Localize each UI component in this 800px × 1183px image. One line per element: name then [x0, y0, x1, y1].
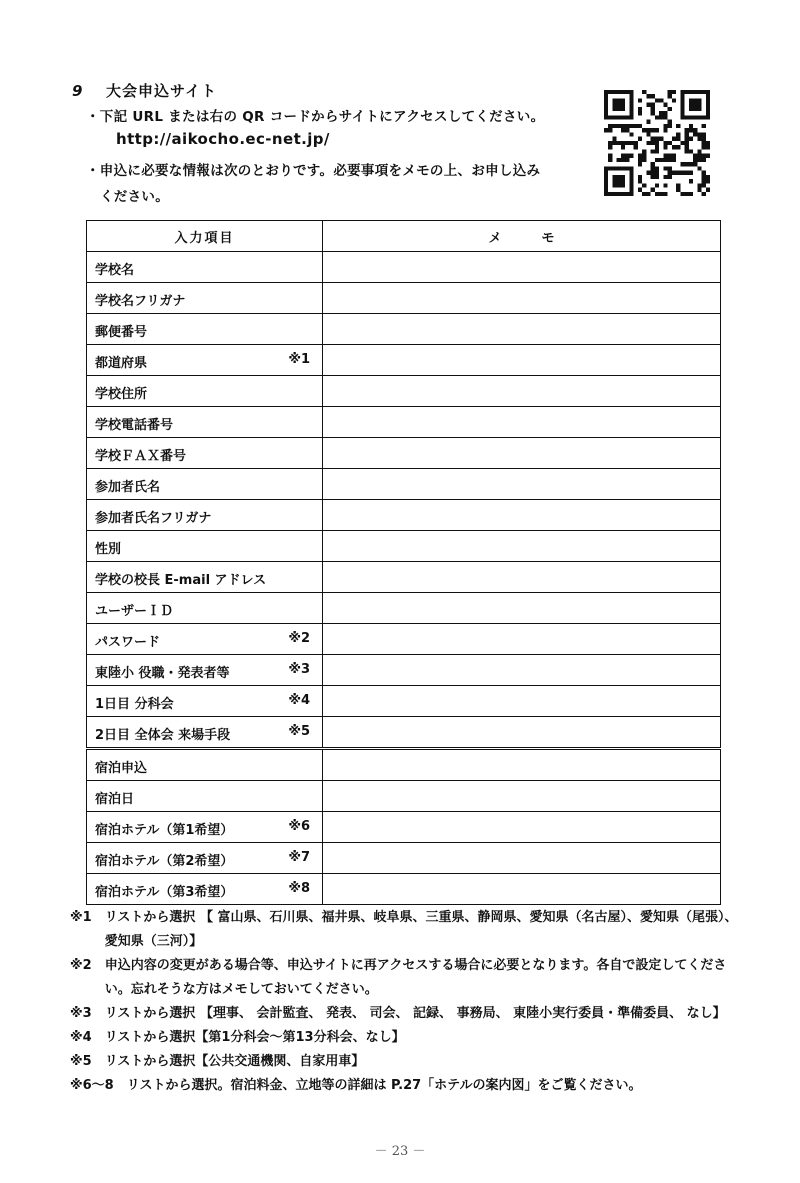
footnote-text: 申込内容の変更がある場合等、申込サイトに再アクセスする場合に必要となります。各自で設定してください。忘れそうな方はメモしておいてください。 [104, 958, 727, 997]
row-note-mark: ※8 [288, 881, 310, 896]
row-label: 学校の校長 E-mail アドレス [95, 573, 267, 588]
row-label-cell [87, 531, 323, 562]
table-row [87, 717, 721, 749]
row-label: 性別 [95, 542, 122, 557]
row-label: 東陸小 役職・発表者等 [95, 666, 230, 681]
row-note-mark: ※3 [288, 662, 310, 677]
footnote-item [70, 954, 740, 1002]
footnote-item [70, 1074, 740, 1098]
bullet-info-cont: ください。 [100, 189, 169, 205]
row-label-cell [87, 593, 323, 624]
row-label: 参加者氏名フリガナ [95, 511, 212, 526]
row-label-cell [87, 717, 323, 749]
memo-cell[interactable] [323, 376, 721, 407]
header-memo: メモ [323, 221, 721, 252]
application-info-table [86, 220, 721, 905]
footnote-item [70, 1050, 740, 1074]
row-label-cell [87, 438, 323, 469]
table-row [87, 843, 721, 874]
memo-cell[interactable] [323, 345, 721, 376]
memo-cell[interactable] [323, 500, 721, 531]
memo-cell[interactable] [323, 438, 721, 469]
row-label: 宿泊ホテル（第3希望） [95, 885, 234, 900]
footnote-item [70, 1002, 740, 1026]
memo-cell[interactable] [323, 749, 721, 781]
row-label-cell [87, 874, 323, 905]
footnote-mark: ※5 [70, 1054, 105, 1069]
row-label: 1日目 分科会 [95, 697, 174, 712]
row-note-mark: ※7 [288, 850, 310, 865]
row-label-cell [87, 407, 323, 438]
table-row [87, 686, 721, 717]
row-label: 宿泊申込 [95, 761, 148, 776]
row-label-cell [87, 562, 323, 593]
row-label-cell [87, 843, 323, 874]
row-label-cell [87, 469, 323, 500]
memo-cell[interactable] [323, 407, 721, 438]
section-title: 大会申込サイト [106, 82, 217, 100]
row-label-cell [87, 749, 323, 781]
table-row [87, 376, 721, 407]
section-number: 9 [72, 82, 84, 100]
table-row [87, 438, 721, 469]
row-label-cell [87, 686, 323, 717]
row-label-cell [87, 283, 323, 314]
table-row [87, 593, 721, 624]
site-url-link[interactable]: http://aikocho.ec-net.jp/ [116, 130, 330, 148]
row-label: 都道府県 [95, 356, 148, 371]
table-row [87, 283, 721, 314]
table-row [87, 562, 721, 593]
bullet-access: ・下記 URL または右の QR コードからサイトにアクセスしてください。 [86, 109, 545, 125]
table-row [87, 531, 721, 562]
memo-cell[interactable] [323, 252, 721, 283]
memo-cell[interactable] [323, 314, 721, 345]
memo-cell[interactable] [323, 812, 721, 843]
row-note-mark: ※2 [288, 631, 310, 646]
footnote-mark: ※4 [70, 1030, 105, 1045]
footnote-mark: ※6～8 [70, 1078, 127, 1093]
row-label-cell [87, 655, 323, 686]
footnote-item [70, 906, 740, 954]
row-note-mark: ※4 [288, 693, 310, 708]
memo-cell[interactable] [323, 717, 721, 749]
row-note-mark: ※5 [288, 724, 310, 739]
footnote-text: リストから選択 【理事、 会計監査、 発表、 司会、 記録、 事務局、 東陸小実行委員・準備委員、 なし】 [104, 1006, 726, 1021]
row-note-mark: ※1 [288, 352, 310, 367]
table-header-row [87, 221, 721, 252]
row-label: パスワード [95, 635, 161, 650]
footnotes [70, 906, 740, 1098]
row-label: 参加者氏名 [95, 480, 161, 495]
row-note-mark: ※6 [288, 819, 310, 834]
row-label-cell [87, 781, 323, 812]
footnote-text: リストから選択【公共交通機関、自家用車】 [104, 1054, 365, 1069]
footnote-mark: ※2 [70, 958, 105, 973]
memo-cell[interactable] [323, 469, 721, 500]
memo-cell[interactable] [323, 843, 721, 874]
footnote-mark: ※3 [70, 1006, 105, 1021]
row-label: 宿泊ホテル（第1希望） [95, 823, 234, 838]
table-row [87, 500, 721, 531]
qr-code-image[interactable] [602, 90, 712, 196]
page-number: － 23 － [374, 1144, 426, 1159]
row-label-cell [87, 314, 323, 345]
table-row [87, 624, 721, 655]
table-row [87, 314, 721, 345]
memo-cell[interactable] [323, 874, 721, 905]
header-item: 入力項目 [87, 221, 323, 252]
row-label: ユーザーＩＤ [95, 604, 174, 619]
memo-cell[interactable] [323, 655, 721, 686]
table-row [87, 874, 721, 905]
footnote-item [70, 1026, 740, 1050]
row-label: 学校電話番号 [95, 418, 174, 433]
row-label-cell [87, 376, 323, 407]
table-row [87, 252, 721, 283]
row-label: 郵便番号 [95, 325, 148, 340]
row-label: 学校名 [95, 263, 135, 278]
memo-cell[interactable] [323, 283, 721, 314]
bullet-info: ・申込に必要な情報は次のとおりです。必要事項をメモの上、お申し込み [86, 163, 541, 179]
row-label-cell [87, 624, 323, 655]
table-row [87, 345, 721, 376]
row-label: 宿泊日 [95, 792, 135, 807]
table-row [87, 812, 721, 843]
table-row [87, 469, 721, 500]
memo-cell[interactable] [323, 593, 721, 624]
row-label-cell [87, 345, 323, 376]
memo-cell[interactable] [323, 531, 721, 562]
footnote-text: リストから選択【第1分科会～第13分科会、なし】 [104, 1030, 405, 1045]
table-row [87, 655, 721, 686]
footnote-text: リストから選択。宿泊料金、立地等の詳細は P.27「ホテルの案内図」をご覧ください。 [126, 1078, 642, 1093]
row-label-cell [87, 252, 323, 283]
row-label: 学校住所 [95, 387, 148, 402]
row-label-cell [87, 812, 323, 843]
section-heading [72, 80, 217, 101]
row-label: 宿泊ホテル（第2希望） [95, 854, 234, 869]
footnote-mark: ※1 [70, 910, 105, 925]
table-row [87, 407, 721, 438]
memo-cell[interactable] [323, 624, 721, 655]
footnote-text: リストから選択 【 富山県、石川県、福井県、岐阜県、三重県、静岡県、愛知県（名古屋）、愛知県（尾張）、愛知県（三河）】 [104, 910, 738, 949]
table-row [87, 749, 721, 781]
table-row [87, 781, 721, 812]
memo-cell[interactable] [323, 562, 721, 593]
row-label: 学校ＦＡＸ番号 [95, 449, 187, 464]
row-label: 2日目 全体会 来場手段 [95, 728, 231, 743]
memo-cell[interactable] [323, 781, 721, 812]
row-label: 学校名フリガナ [95, 294, 186, 309]
memo-cell[interactable] [323, 686, 721, 717]
row-label-cell [87, 500, 323, 531]
